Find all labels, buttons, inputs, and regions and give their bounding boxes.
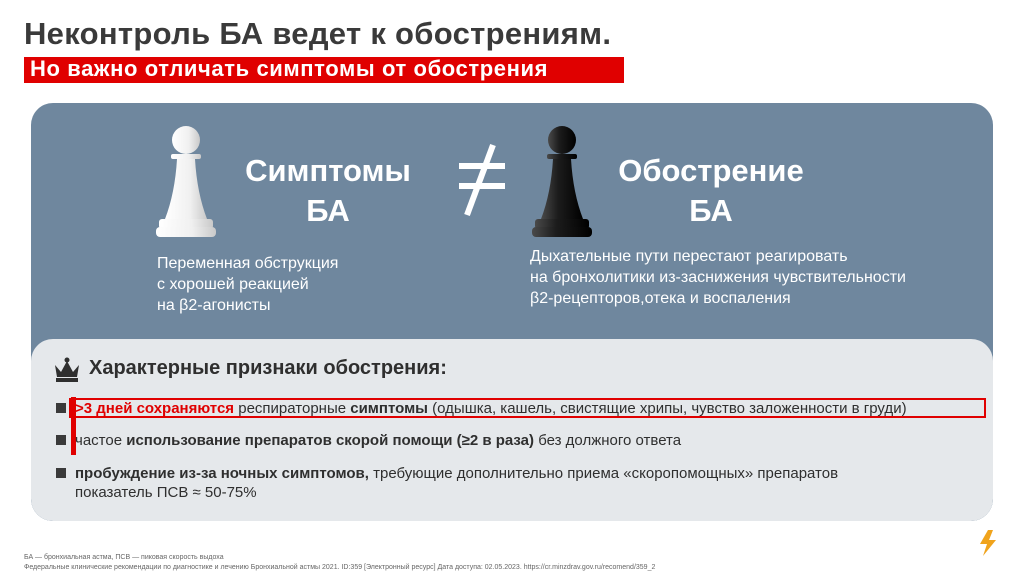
company-logo-icon [976, 528, 1000, 558]
sign-item-3-bold: пробуждение из-за ночных симптомов, [75, 465, 369, 482]
exacerbation-desc-line: на бронхолитики из-заснижения чувствительности [530, 269, 906, 286]
sign-item-2 [75, 431, 681, 450]
exacerbation-heading-line2: БА [689, 193, 733, 228]
exacerbation-description [530, 246, 906, 309]
signs-title: Характерные признаки обострения: [89, 357, 447, 379]
black-pawn-icon [529, 123, 595, 241]
crown-icon [53, 357, 81, 383]
exacerbation-heading-line1: Обострение [618, 153, 804, 188]
symptoms-desc-line: с хорошей реакцией [157, 276, 309, 293]
symptoms-heading-line1: Симптомы [245, 153, 411, 188]
exacerbation-desc-line: β2-рецепторов,отека и воспаления [530, 290, 791, 307]
footnote-reference: Федеральные клинические рекомендации по диагностике и лечению Бронхиальной астмы 2021. ID:359 [Электронный ресурс] Дата доступа: 02.05.2023. https://cr.minzdrav.gov.ru/recomend/359_2 [24, 564, 656, 571]
sign-item-1-duration: >3 дней сохраняются [75, 400, 235, 417]
sign-item-3-text: требующие дополнительно приема «скоропомощных» препаратов [368, 465, 839, 482]
symptoms-heading [213, 151, 443, 231]
sign-item-1-text: респираторные [234, 400, 351, 417]
sign-item-2-text: частое [75, 432, 127, 449]
not-equal-icon [457, 139, 507, 219]
page-title: Неконтроль БА ведет к обострениям. [24, 16, 612, 51]
exacerbation-desc-line: Дыхательные пути перестают реагировать [530, 248, 848, 265]
symptoms-desc-line: Переменная обструкция [157, 255, 339, 272]
bullet-square [56, 435, 66, 445]
page-subtitle: Но важно отличать симптомы от обострения [30, 56, 549, 81]
exacerbation-heading [591, 151, 831, 231]
sign-item-1-bold: симптомы [350, 400, 428, 417]
white-pawn-icon [153, 123, 219, 241]
footnote-abbreviations: БА — бронхиальная астма, ПСВ — пиковая скорость выдоха [24, 554, 224, 561]
sign-item-3 [75, 464, 838, 502]
symptoms-heading-line2: БА [306, 193, 350, 228]
sign-item-2-detail: без должного ответа [534, 432, 682, 449]
comparison-panel [31, 103, 993, 521]
symptoms-description [157, 253, 338, 316]
bullet-square [56, 403, 66, 413]
subtitle-banner [24, 57, 624, 83]
symptoms-desc-line: на β2-агонисты [157, 297, 271, 314]
bullet-square [56, 468, 66, 478]
sign-item-1 [75, 399, 907, 418]
exacerbation-signs-box [31, 339, 993, 521]
sign-item-2-bold: использование препаратов скорой помощи (≥2 в раза) [126, 432, 535, 449]
sign-item-3-line2: показатель ПСВ ≈ 50-75% [75, 484, 257, 501]
sign-item-1-detail: (одышка, кашель, свистящие хрипы, чувство заложенности в груди) [427, 400, 907, 417]
